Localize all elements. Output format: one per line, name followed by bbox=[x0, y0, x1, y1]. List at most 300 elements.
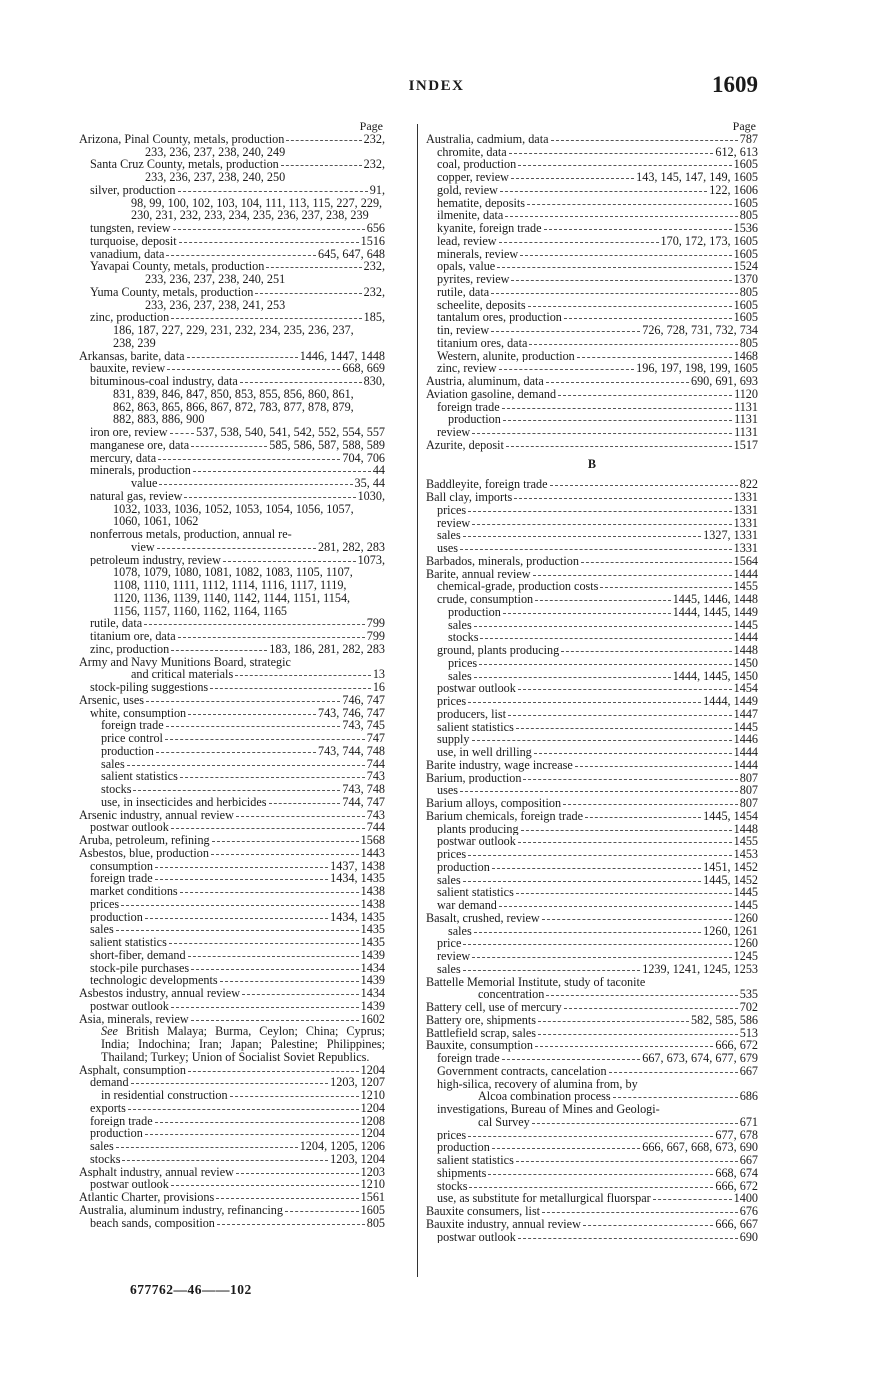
index-entry bbox=[79, 796, 385, 809]
index-term: short-fiber, demand bbox=[90, 948, 186, 962]
page-references: 666, 667, 668, 673, 690 bbox=[642, 1141, 758, 1154]
index-term: review bbox=[437, 516, 471, 530]
page-references: 1448 bbox=[733, 644, 758, 657]
leader-dots bbox=[235, 675, 371, 676]
index-term: production bbox=[448, 605, 501, 619]
page-references: 702 bbox=[739, 1001, 758, 1014]
index-entry bbox=[426, 759, 758, 772]
leader-dots bbox=[131, 1083, 329, 1084]
page-references: 1605 bbox=[360, 1203, 385, 1217]
section-letter: B bbox=[587, 456, 597, 471]
index-term: zinc, production bbox=[90, 642, 170, 656]
page-references: 1445 bbox=[733, 618, 758, 632]
index-entry-continuation: 831, 839, 846, 847, 850, 853, 855, 856, 860, 861, bbox=[113, 386, 354, 401]
index-entry bbox=[79, 821, 385, 834]
page-references: 676 bbox=[739, 1205, 758, 1218]
page-references: 582, 585, 586 bbox=[690, 1013, 758, 1027]
index-term: white, consumption bbox=[90, 706, 187, 720]
page-references: 44 bbox=[372, 464, 385, 477]
index-term: Ball clay, imports bbox=[426, 491, 513, 504]
page-references: 743, 745 bbox=[342, 719, 385, 732]
index-term: Australia, cadmium, data bbox=[426, 132, 549, 146]
index-entry bbox=[426, 810, 758, 823]
leader-dots bbox=[169, 943, 359, 944]
index-entry bbox=[426, 133, 758, 146]
page-references: 1605 bbox=[733, 298, 758, 312]
index-term: Government contracts, cancelation bbox=[437, 1064, 607, 1078]
index-entry bbox=[79, 617, 385, 630]
index-entry bbox=[79, 490, 385, 503]
page-references: 1400 bbox=[733, 1192, 758, 1205]
index-term: pyrites, review bbox=[437, 273, 510, 286]
leader-dots bbox=[468, 702, 701, 703]
leader-dots bbox=[533, 575, 732, 576]
leader-dots bbox=[165, 739, 365, 740]
index-term: Battery cell, use of mercury bbox=[426, 1001, 562, 1014]
index-term: concentration bbox=[478, 988, 545, 1001]
index-term: prices bbox=[437, 848, 467, 861]
page-references: 585, 586, 587, 588, 589 bbox=[269, 438, 385, 452]
index-term: Bauxite, consumption bbox=[426, 1039, 533, 1052]
leader-dots bbox=[600, 587, 731, 588]
page-references: 1445 bbox=[733, 886, 758, 899]
index-entry bbox=[426, 606, 758, 619]
page-references: 1131 bbox=[734, 400, 758, 414]
index-term: Asphalt industry, annual review bbox=[79, 1165, 234, 1179]
page-references: 1439 bbox=[360, 974, 385, 987]
index-entry bbox=[426, 937, 758, 950]
page-references: 1455 bbox=[733, 835, 758, 848]
index-entry-continuation: 862, 863, 865, 866, 867, 872, 783, 877, 878, 879, bbox=[113, 399, 354, 414]
leader-dots bbox=[468, 855, 732, 856]
index-term: sales bbox=[448, 669, 472, 683]
index-term: turquoise, deposit bbox=[90, 234, 177, 248]
index-entry bbox=[426, 963, 758, 976]
leader-dots bbox=[266, 267, 361, 268]
index-entry bbox=[79, 541, 385, 554]
page-references: 807 bbox=[739, 784, 758, 797]
index-entry bbox=[426, 733, 758, 746]
leader-dots bbox=[499, 906, 732, 907]
index-term: uses bbox=[437, 542, 458, 555]
index-entry bbox=[79, 630, 385, 643]
index-term: Yuma County, metals, production bbox=[90, 285, 254, 299]
leader-dots bbox=[188, 956, 359, 957]
leader-dots bbox=[463, 536, 701, 537]
index-entry bbox=[79, 745, 385, 758]
index-term: Barium, production bbox=[426, 771, 522, 785]
leader-dots bbox=[564, 1008, 738, 1009]
leader-dots bbox=[653, 1199, 732, 1200]
page-references: 1524 bbox=[733, 260, 758, 273]
page-references: 1444 bbox=[733, 567, 758, 581]
index-term: foreign trade bbox=[437, 1052, 500, 1065]
page-references: 1447 bbox=[733, 707, 758, 721]
index-term: stock-pile purchases bbox=[90, 961, 190, 975]
leader-dots bbox=[122, 1160, 328, 1161]
index-term: prices bbox=[437, 503, 467, 517]
index-entry bbox=[79, 426, 385, 439]
index-term: copper, review bbox=[437, 171, 509, 184]
leader-dots bbox=[488, 1174, 713, 1175]
leader-dots bbox=[463, 944, 731, 945]
leader-dots bbox=[502, 408, 732, 409]
leader-dots bbox=[518, 689, 732, 690]
index-term: Asia, minerals, review bbox=[79, 1012, 189, 1026]
index-entry bbox=[426, 1154, 758, 1167]
page-references: 1437, 1438 bbox=[330, 859, 385, 873]
leader-dots bbox=[585, 817, 701, 818]
leader-dots bbox=[511, 178, 634, 179]
leader-dots bbox=[285, 1211, 359, 1212]
index-term: crude, consumption bbox=[437, 593, 534, 606]
leader-dots bbox=[155, 867, 328, 868]
leader-dots bbox=[508, 715, 732, 716]
leader-dots bbox=[121, 905, 359, 906]
index-term: use, in well drilling bbox=[437, 746, 532, 759]
index-term: stocks bbox=[90, 1152, 121, 1166]
page-references: 612, 613 bbox=[715, 145, 758, 159]
index-term: use, in insecticides and herbicides bbox=[101, 795, 267, 809]
index-term: foreign trade bbox=[101, 719, 164, 732]
index-term: zinc, review bbox=[437, 362, 497, 375]
index-entry bbox=[79, 1140, 385, 1153]
leader-dots bbox=[492, 1148, 640, 1149]
page-references: 668, 669 bbox=[342, 362, 385, 375]
index-term: Azurite, deposit bbox=[426, 438, 504, 452]
index-term: supply bbox=[437, 733, 470, 746]
page-references: 1204, 1205, 1206 bbox=[299, 1140, 385, 1153]
index-entry bbox=[79, 1127, 385, 1140]
index-entry bbox=[79, 936, 385, 949]
index-column-right bbox=[426, 120, 758, 1243]
index-entry bbox=[79, 949, 385, 962]
index-term: Arsenic industry, annual review bbox=[79, 808, 234, 822]
page-column-label: Page bbox=[359, 119, 383, 133]
page-references: 1448 bbox=[733, 822, 758, 836]
page-references: 805 bbox=[739, 336, 758, 350]
leader-dots bbox=[516, 728, 732, 729]
leader-dots bbox=[156, 752, 316, 753]
index-entry bbox=[426, 682, 758, 695]
index-entry bbox=[426, 1001, 758, 1014]
index-term: chromite, data bbox=[437, 145, 507, 159]
leader-dots bbox=[583, 1225, 713, 1226]
index-term: tantalum ores, production bbox=[437, 311, 562, 324]
page-references: 704, 706 bbox=[342, 451, 385, 465]
index-term: Asbestos industry, annual review bbox=[79, 987, 241, 1000]
leader-dots bbox=[491, 293, 738, 294]
index-entry bbox=[79, 923, 385, 936]
index-entry-continuation: 1108, 1110, 1111, 1112, 1114, 1116, 1117, 1119, bbox=[113, 578, 347, 592]
index-term: production bbox=[437, 860, 490, 874]
page-references: 746, 747 bbox=[342, 693, 385, 707]
leader-dots bbox=[223, 561, 356, 562]
index-term: use, as substitute for metallurgical fluorspar bbox=[437, 1192, 651, 1205]
leader-dots bbox=[538, 1034, 738, 1035]
leader-dots bbox=[210, 688, 371, 689]
leader-dots bbox=[127, 765, 365, 766]
index-entry bbox=[426, 657, 758, 670]
leader-dots bbox=[171, 318, 361, 319]
page-references: 744 bbox=[366, 821, 385, 834]
leader-dots bbox=[561, 651, 731, 652]
leader-dots bbox=[217, 1224, 365, 1225]
leader-dots bbox=[534, 753, 732, 754]
page-references: 535 bbox=[739, 988, 758, 1001]
page-references: 16 bbox=[372, 681, 385, 694]
index-entry bbox=[426, 517, 758, 530]
index-term: stocks bbox=[448, 631, 479, 644]
index-entry-continuation: 233, 236, 237, 238, 240, 249 bbox=[145, 144, 286, 159]
leader-dots bbox=[511, 280, 731, 281]
page-references: 747 bbox=[366, 732, 385, 745]
index-term: demand bbox=[90, 1076, 129, 1089]
index-entry bbox=[79, 783, 385, 796]
index-entry bbox=[426, 1231, 758, 1244]
leader-dots bbox=[468, 511, 732, 512]
leader-dots bbox=[542, 1212, 738, 1213]
index-term: uses bbox=[437, 784, 458, 797]
index-entry bbox=[426, 1218, 758, 1231]
page-references: 1439 bbox=[360, 999, 385, 1013]
index-entry bbox=[426, 593, 758, 606]
index-entry bbox=[426, 1205, 758, 1218]
page-references: 1517 bbox=[733, 438, 758, 452]
leader-dots bbox=[492, 868, 701, 869]
leader-dots bbox=[173, 229, 365, 230]
leader-dots bbox=[528, 306, 732, 307]
index-entry bbox=[426, 835, 758, 848]
index-entry bbox=[79, 643, 385, 656]
leader-dots bbox=[159, 484, 352, 485]
index-entry bbox=[426, 439, 758, 452]
leader-dots bbox=[220, 981, 359, 982]
index-term: ground, plants producing bbox=[437, 644, 560, 657]
page-references: 744, 747 bbox=[342, 795, 385, 809]
index-entry bbox=[426, 950, 758, 963]
index-term: foreign trade bbox=[90, 872, 153, 885]
index-term: war demand bbox=[437, 899, 497, 912]
index-entry bbox=[426, 1167, 758, 1180]
index-term: minerals, production bbox=[90, 464, 191, 477]
page-references: 787 bbox=[739, 132, 758, 146]
index-entry bbox=[426, 619, 758, 632]
page-references: 1445, 1452 bbox=[703, 873, 758, 887]
index-term: zinc, production bbox=[90, 311, 170, 324]
index-term: postwar outlook bbox=[90, 821, 169, 834]
leader-dots bbox=[472, 433, 732, 434]
page-references: 666, 672 bbox=[715, 1179, 758, 1193]
leader-dots bbox=[191, 1020, 359, 1021]
index-entry bbox=[79, 1000, 385, 1013]
page-references: 281, 282, 283 bbox=[317, 540, 385, 554]
leader-dots bbox=[133, 790, 340, 791]
index-entry bbox=[426, 1039, 758, 1052]
index-entry bbox=[426, 311, 758, 324]
index-entry bbox=[79, 1191, 385, 1204]
page-references: 830, bbox=[363, 375, 385, 388]
index-term: Western, alunite, production bbox=[437, 349, 575, 363]
index-term: postwar outlook bbox=[90, 1178, 169, 1191]
index-entry bbox=[426, 542, 758, 555]
index-entry bbox=[79, 350, 385, 363]
leader-dots bbox=[463, 881, 701, 882]
index-entry-continuation: Army and Navy Munitions Board, strategic bbox=[79, 654, 291, 669]
page-references: 143, 145, 147, 149, 1605 bbox=[636, 171, 758, 184]
index-entry bbox=[426, 337, 758, 350]
index-entry bbox=[426, 529, 758, 542]
index-entry-continuation: 233, 236, 237, 238, 240, 250 bbox=[145, 170, 286, 184]
page-references: 645, 647, 648 bbox=[317, 247, 385, 261]
index-entry bbox=[79, 885, 385, 898]
index-entry bbox=[79, 1217, 385, 1230]
index-entry bbox=[79, 694, 385, 707]
page-references: 1327, 1331 bbox=[703, 529, 758, 542]
page-references: 1454 bbox=[733, 682, 758, 695]
index-entry-continuation: 233, 236, 237, 238, 241, 253 bbox=[145, 297, 286, 312]
index-term: rutile, data bbox=[90, 617, 143, 630]
page-references: 232, bbox=[363, 285, 385, 299]
page-references: 1434 bbox=[360, 961, 385, 975]
index-entry bbox=[79, 375, 385, 388]
index-term: Barite industry, wage increase bbox=[426, 758, 573, 772]
leader-dots bbox=[497, 267, 731, 268]
index-term: chemical-grade, production costs bbox=[437, 580, 599, 593]
index-entry bbox=[426, 401, 758, 414]
leader-dots bbox=[491, 331, 640, 332]
index-term: view bbox=[131, 540, 155, 554]
page-references: 170, 172, 173, 1605 bbox=[660, 234, 758, 248]
leader-dots bbox=[558, 395, 732, 396]
leader-dots bbox=[211, 854, 359, 855]
index-entry bbox=[426, 158, 758, 171]
index-term: natural gas, review bbox=[90, 489, 183, 503]
leader-dots bbox=[479, 664, 732, 665]
leader-dots bbox=[460, 791, 738, 792]
page-references: 1444 bbox=[733, 631, 758, 644]
index-entry-continuation: 98, 99, 100, 102, 103, 104, 111, 113, 115, 227, 229, bbox=[131, 195, 383, 210]
index-entry-continuation: 186, 187, 227, 229, 231, 232, 234, 235, 236, 237, bbox=[113, 323, 354, 337]
see-also-text: British Malaya; Burma, Ceylon; China; Cyprus; India; Indochina; Iran; Japan; Palestine; Philippines; Thailand; Turkey; Union of Socialist Soviet Republics. bbox=[101, 1024, 385, 1064]
page-references: 743, 748 bbox=[342, 783, 385, 796]
leader-dots bbox=[544, 229, 732, 230]
index-term: Alcoa combination process bbox=[478, 1090, 611, 1103]
index-term: postwar outlook bbox=[437, 682, 516, 695]
see-label: See bbox=[101, 1024, 118, 1039]
index-entry bbox=[426, 784, 758, 797]
page-references: 1450 bbox=[733, 656, 758, 670]
leader-dots bbox=[577, 357, 732, 358]
index-term: Santa Cruz County, metals, production bbox=[90, 158, 279, 171]
index-term: cal Survey bbox=[478, 1115, 530, 1129]
page-references: 667, 673, 674, 677, 679 bbox=[642, 1052, 758, 1065]
index-entry bbox=[426, 235, 758, 248]
leader-dots bbox=[167, 369, 340, 370]
page-references: 1210 bbox=[360, 1178, 385, 1191]
index-term: and critical materials bbox=[131, 668, 234, 681]
index-term: sales bbox=[448, 924, 472, 938]
leader-dots bbox=[506, 446, 732, 447]
leader-dots bbox=[542, 919, 732, 920]
leader-dots bbox=[188, 714, 316, 715]
leader-dots bbox=[166, 255, 316, 256]
index-entry-continuation: 882, 883, 886, 900 bbox=[113, 412, 205, 427]
index-entry-continuation: Battelle Memorial Institute, study of taconite bbox=[426, 974, 646, 989]
page-references: 1445, 1446, 1448 bbox=[672, 593, 758, 606]
page-references: 666, 672 bbox=[715, 1039, 758, 1052]
page-references: 1445 bbox=[733, 899, 758, 912]
page-references: 690 bbox=[739, 1230, 758, 1244]
index-entry bbox=[426, 197, 758, 210]
index-entry bbox=[426, 1129, 758, 1142]
page-references: 807 bbox=[739, 771, 758, 785]
index-entry-continuation: nonferrous metals, production, annual re- bbox=[90, 527, 292, 541]
index-entry bbox=[426, 1192, 758, 1205]
leader-dots bbox=[535, 600, 671, 601]
index-entry bbox=[79, 1115, 385, 1128]
index-entry bbox=[79, 681, 385, 694]
leader-dots bbox=[527, 204, 732, 205]
page-references: 1445 bbox=[733, 720, 758, 734]
leader-dots bbox=[236, 1173, 359, 1174]
index-entry bbox=[426, 426, 758, 439]
page-references: 1203, 1204 bbox=[330, 1152, 385, 1166]
leader-dots bbox=[505, 216, 737, 217]
index-entry bbox=[79, 133, 385, 146]
page-references: 183, 186, 281, 282, 283 bbox=[269, 642, 385, 656]
index-term: price control bbox=[101, 732, 163, 745]
index-entry bbox=[79, 235, 385, 248]
page-references: 122, 1606 bbox=[709, 183, 758, 197]
index-term: scheelite, deposits bbox=[437, 298, 526, 312]
index-entry bbox=[426, 260, 758, 273]
index-term: stocks bbox=[101, 783, 132, 796]
leader-dots bbox=[516, 893, 732, 894]
leader-dots bbox=[514, 498, 731, 499]
index-term: Arkansas, barite, data bbox=[79, 349, 185, 363]
index-entry bbox=[426, 1052, 758, 1065]
page-references: 677, 678 bbox=[715, 1128, 758, 1142]
page-references: 1434, 1435 bbox=[330, 910, 385, 924]
index-term: consumption bbox=[90, 859, 153, 873]
page-references: 1260 bbox=[733, 911, 758, 925]
index-term: Bauxite industry, annual review bbox=[426, 1217, 581, 1231]
leader-dots bbox=[575, 766, 732, 767]
leader-dots bbox=[469, 1187, 713, 1188]
index-entry bbox=[426, 644, 758, 657]
leader-dots bbox=[240, 382, 362, 383]
page-references: 185, bbox=[363, 311, 385, 324]
page-references: 1446, 1447, 1448 bbox=[299, 349, 385, 363]
leader-dots bbox=[550, 485, 738, 486]
page-references: 1605 bbox=[733, 196, 758, 210]
index-entry bbox=[426, 886, 758, 899]
page-references: 1204 bbox=[360, 1063, 385, 1077]
leader-dots bbox=[179, 242, 359, 243]
index-term: stock-piling suggestions bbox=[90, 681, 209, 694]
page-references: 1203 bbox=[360, 1165, 385, 1179]
index-entry bbox=[426, 504, 758, 517]
page-references: 671 bbox=[739, 1115, 758, 1129]
page-references: 1605 bbox=[733, 158, 758, 171]
leader-dots bbox=[171, 828, 365, 829]
index-entry-continuation: 1156, 1157, 1160, 1162, 1164, 1165 bbox=[113, 603, 288, 618]
leader-dots bbox=[499, 369, 635, 370]
page-references: 1444, 1445, 1450 bbox=[672, 669, 758, 683]
index-entry-continuation: 1078, 1079, 1080, 1081, 1082, 1083, 1105, 1107, bbox=[113, 565, 353, 580]
index-entry-continuation: 233, 236, 237, 238, 240, 251 bbox=[145, 272, 286, 286]
